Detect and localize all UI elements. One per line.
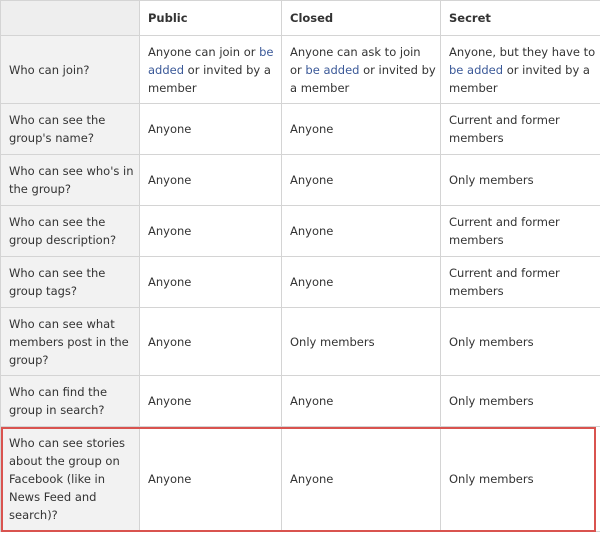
public-cell: Anyone <box>140 257 282 308</box>
header-corner-cell <box>1 1 140 36</box>
question-cell: Who can see the group's name? <box>1 104 140 155</box>
header-closed: Closed <box>282 1 441 36</box>
secret-cell: Only members <box>441 155 600 206</box>
question-cell: Who can see the group tags? <box>1 257 140 308</box>
closed-cell: Only members <box>282 308 441 376</box>
public-cell: Anyone <box>140 308 282 376</box>
cell-text: Anyone can join or <box>148 44 260 59</box>
public-cell <box>140 36 282 104</box>
table-row-stories <box>1 427 600 532</box>
closed-cell <box>282 36 441 104</box>
secret-cell: Current and former members <box>441 104 600 155</box>
closed-cell: Anyone <box>282 376 441 427</box>
table-header-row <box>1 1 600 36</box>
cell-text: or invited by a member <box>148 62 271 95</box>
secret-cell: Only members <box>441 376 600 427</box>
question-cell: Who can see the group description? <box>1 206 140 257</box>
secret-cell: Current and former members <box>441 257 600 308</box>
table-row-group-name <box>1 104 600 155</box>
table-row-group-tags <box>1 257 600 308</box>
secret-cell: Only members <box>441 308 600 376</box>
cell-text: or invited by a member <box>449 62 590 95</box>
be-added-link[interactable]: be added <box>148 44 274 77</box>
cell-text: Anyone can ask to join or <box>290 44 421 77</box>
question-cell: Who can see stories about the group on Facebook (like in News Feed and search)? <box>1 427 140 532</box>
secret-cell: Current and former members <box>441 206 600 257</box>
closed-cell: Anyone <box>282 104 441 155</box>
question-cell: Who can find the group in search? <box>1 376 140 427</box>
closed-cell: Anyone <box>282 206 441 257</box>
public-cell: Anyone <box>140 376 282 427</box>
table-row-members-list <box>1 155 600 206</box>
table-row-group-description <box>1 206 600 257</box>
header-public: Public <box>140 1 282 36</box>
table-row-search <box>1 376 600 427</box>
secret-cell <box>441 36 600 104</box>
be-added-link[interactable]: be added <box>449 62 504 77</box>
public-cell: Anyone <box>140 104 282 155</box>
table-row-who-can-join <box>1 36 600 104</box>
closed-cell: Anyone <box>282 155 441 206</box>
be-added-link[interactable]: be added <box>305 62 360 77</box>
cell-text: or invited by a member <box>290 62 436 95</box>
cell-text: Anyone, but they have to <box>449 44 596 59</box>
closed-cell: Anyone <box>282 427 441 532</box>
question-cell: Who can see who's in the group? <box>1 155 140 206</box>
question-cell: Who can see what members post in the group? <box>1 308 140 376</box>
public-cell: Anyone <box>140 155 282 206</box>
public-cell: Anyone <box>140 206 282 257</box>
secret-cell: Only members <box>441 427 600 532</box>
closed-cell: Anyone <box>282 257 441 308</box>
header-secret: Secret <box>441 1 600 36</box>
table-row-member-posts <box>1 308 600 376</box>
question-cell: Who can join? <box>1 36 140 104</box>
public-cell: Anyone <box>140 427 282 532</box>
